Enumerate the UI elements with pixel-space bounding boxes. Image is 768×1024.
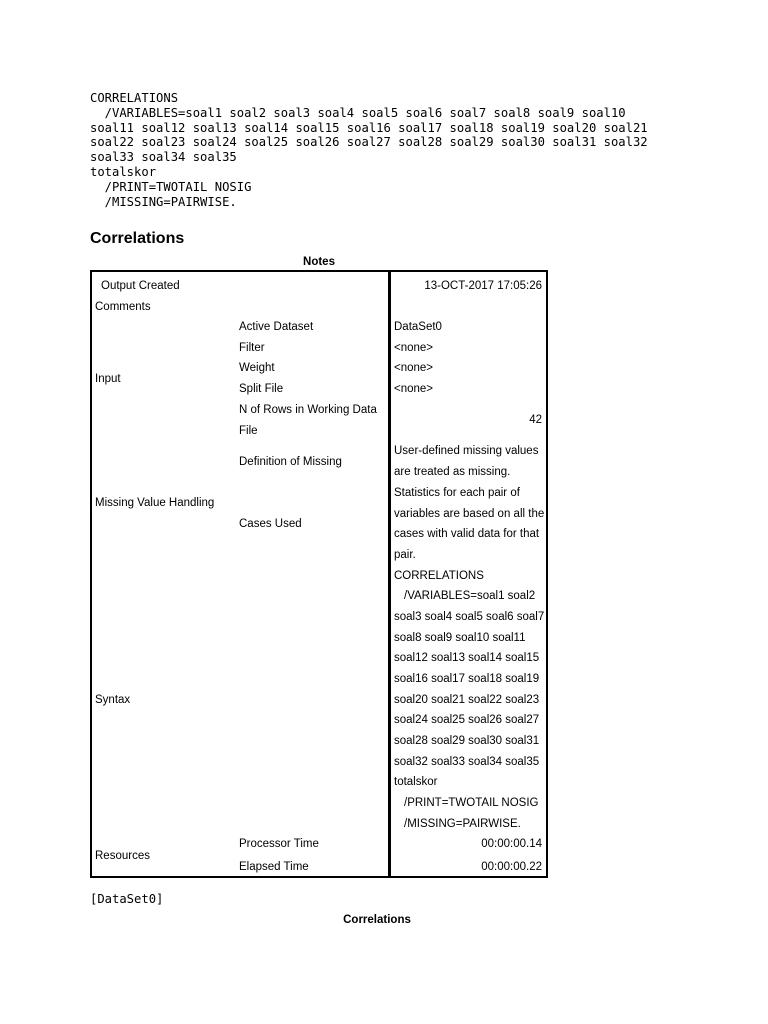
weight-value: <none> — [394, 362, 434, 374]
n-rows-label: File — [239, 425, 258, 437]
syntax-value-line: CORRELATIONS — [394, 570, 484, 582]
split-file-value: <none> — [394, 383, 434, 395]
resources-label: Resources — [95, 850, 150, 862]
split-file-label: Split File — [239, 383, 284, 395]
comments-label: Comments — [95, 301, 151, 313]
elapsed-time-value: 00:00:00.22 — [481, 861, 542, 873]
cases-used-label: Cases Used — [239, 518, 302, 530]
missing-value-handling-label: Missing Value Handling — [95, 497, 215, 509]
definition-of-missing-label: Definition of Missing — [239, 456, 342, 468]
syntax-line: soal22 soal23 soal24 soal25 soal26 soal27 soal28 soal29 soal30 soal31 soal32 — [90, 135, 648, 150]
input-label: Input — [95, 373, 121, 385]
cases-used-value: variables are based on all the — [394, 508, 545, 520]
cases-used-value: Statistics for each pair of — [394, 487, 520, 499]
syntax-line: soal33 soal34 soal35 — [90, 150, 237, 165]
notes-table — [90, 270, 548, 878]
n-rows-label: N of Rows in Working Data — [239, 404, 377, 416]
cases-used-value: cases with valid data for that — [394, 528, 540, 540]
definition-of-missing-value: are treated as missing. — [394, 466, 511, 478]
syntax-value-line: /PRINT=TWOTAIL NOSIG — [404, 797, 539, 809]
syntax-value-line: soal3 soal4 soal5 soal6 soal7 — [394, 611, 545, 623]
processor-time-label: Processor Time — [239, 838, 319, 850]
n-rows-value: 42 — [529, 414, 542, 426]
active-dataset-label: Active Dataset — [239, 321, 314, 333]
elapsed-time-label: Elapsed Time — [239, 861, 309, 873]
syntax-line: /MISSING=PAIRWISE. — [90, 194, 237, 209]
syntax-value-line: soal8 soal9 soal10 soal11 — [394, 632, 526, 644]
syntax-value-line: soal32 soal33 soal34 soal35 — [394, 756, 540, 768]
correlations-table-title: Correlations — [343, 914, 411, 926]
filter-label: Filter — [239, 342, 265, 354]
syntax-line: soal11 soal12 soal13 soal14 soal15 soal16 soal17 soal18 soal19 soal20 soal21 — [90, 120, 648, 135]
output-created-value: 13-OCT-2017 17:05:26 — [424, 280, 542, 292]
syntax-value-line: soal24 soal25 soal26 soal27 — [394, 714, 540, 726]
output-created-label: Output Created — [101, 280, 180, 292]
syntax-value-line: totalskor — [394, 776, 438, 788]
syntax-line: totalskor — [90, 164, 157, 179]
syntax-value-line: /MISSING=PAIRWISE. — [404, 818, 521, 830]
section-heading: Correlations — [90, 230, 185, 247]
notes-table-title: Notes — [303, 256, 335, 268]
syntax-line: /VARIABLES=soal1 soal2 soal3 soal4 soal5 soal6 soal7 soal8 soal9 soal10 — [90, 105, 626, 120]
cases-used-value: pair. — [394, 549, 416, 561]
syntax-value-line: soal28 soal29 soal30 soal31 — [394, 735, 540, 747]
definition-of-missing-value: User-defined missing values — [394, 445, 539, 457]
syntax-value-line: soal16 soal17 soal18 soal19 — [394, 673, 540, 685]
syntax-line: /PRINT=TWOTAIL NOSIG — [90, 179, 252, 194]
syntax-line: CORRELATIONS — [90, 91, 179, 105]
syntax-value-line: soal12 soal13 soal14 soal15 — [394, 652, 540, 664]
syntax-label: Syntax — [95, 694, 131, 706]
filter-value: <none> — [394, 342, 434, 354]
processor-time-value: 00:00:00.14 — [481, 838, 542, 850]
notes-table-divider — [388, 270, 391, 878]
syntax-block — [90, 91, 648, 209]
dataset-label: [DataSet0] — [90, 892, 164, 906]
active-dataset-value: DataSet0 — [394, 321, 442, 333]
syntax-value-line: /VARIABLES=soal1 soal2 — [404, 590, 536, 602]
syntax-value-line: soal20 soal21 soal22 soal23 — [394, 694, 540, 706]
weight-label: Weight — [239, 362, 275, 374]
